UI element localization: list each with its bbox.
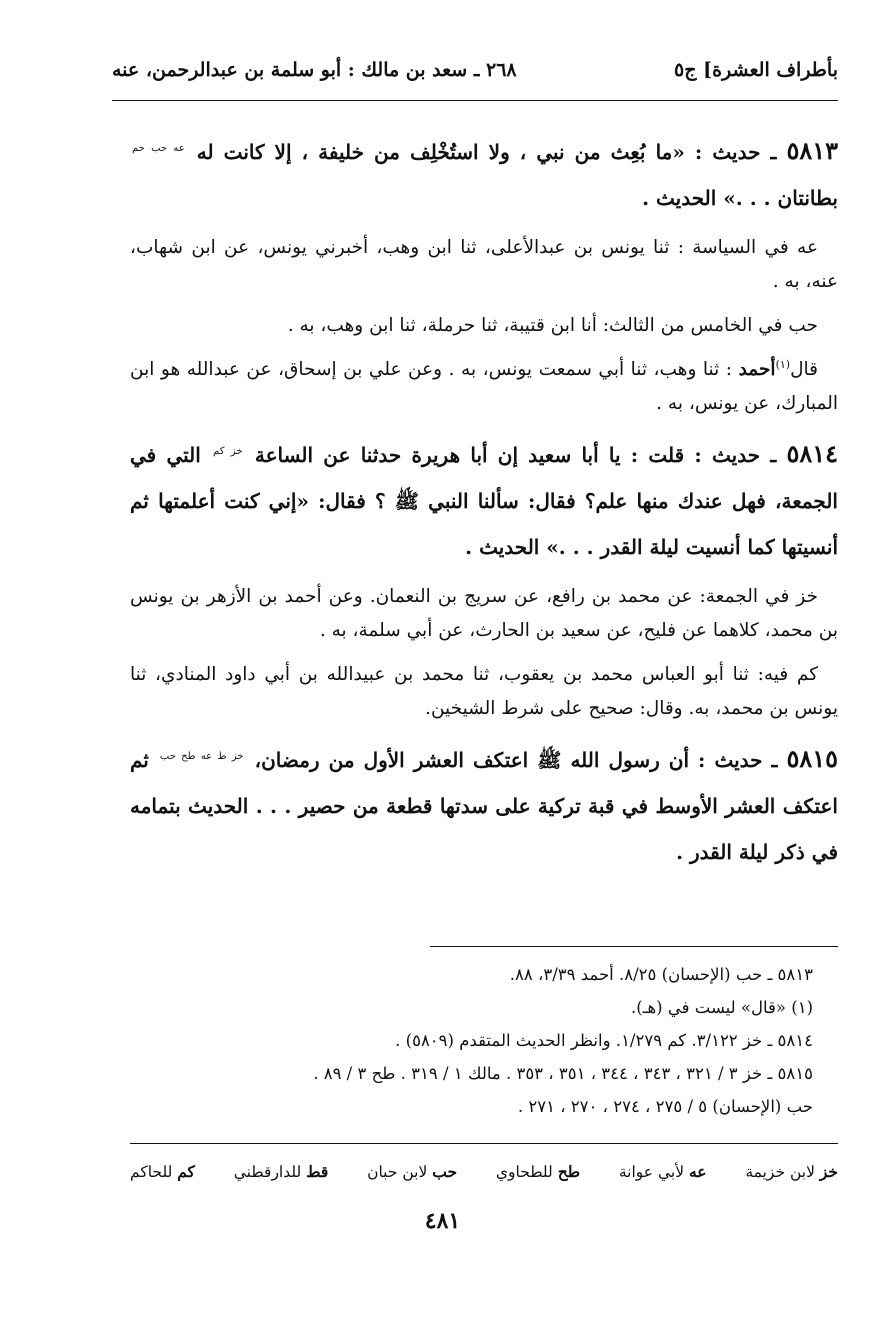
hadith-sigla: خز كم: [213, 446, 243, 458]
footnote-line: (١) «قال» ليست في (هـ).: [630, 998, 813, 1017]
hadith-number: ٥٨١٤: [786, 439, 838, 468]
hadith-text: ثم اعتكف العشر الأوسط في قبة تركية على سدتها قطعة من حصير . . . الحديث بتمامه في ذكر ليلة القدر .: [130, 748, 838, 864]
footnote-line: ٥٨١٤ ـ خز ٣/١٢٢. كم ١/٢٧٩. وانظر الحديث المتقدم (٥٨٠٩) .: [395, 1031, 813, 1050]
source-paragraph: عه في السياسة : ثنا يونس بن عبدالأعلى، ثنا ابن وهب، أخبرني يونس، عن ابن شهاب، عنه، به .: [130, 237, 838, 292]
header-rule: [112, 100, 838, 101]
source-paragraph: [130, 353, 838, 421]
hadith-lead: ـ حديث : أن رسول الله ﷺ اعتكف العشر الأول من رمضان،: [254, 748, 778, 772]
hadith-sigla: عه حب حم: [132, 143, 185, 155]
hadith-number: ٥٨١٥: [786, 744, 838, 773]
footnotes: [130, 958, 813, 1123]
sigla-key-item: حب لابن حبان: [367, 1161, 458, 1181]
footnote-mark: (١): [775, 357, 791, 371]
footnote-line: ٥٨١٥ ـ خز ٣ / ٣٢١ ، ٣٤٣ ، ٣٤٤ ، ٣٥١ ، ٣٥٣ . مالك ١ / ٣١٩ . طح ٣ / ٨٩ .: [313, 1064, 813, 1083]
hadith-entry: [130, 128, 838, 221]
sigla-key-item: طح للطحاوي: [495, 1161, 581, 1181]
sigla-key-item: كم للحاكم: [130, 1161, 195, 1181]
main-text: [130, 128, 838, 885]
header-book-title: بأطراف العشرة] ج٥: [674, 59, 838, 81]
hadith-sigla: خز ط عه طح حب: [159, 751, 244, 763]
footnote-rule: [430, 946, 838, 947]
sigla-key: [130, 1156, 838, 1186]
header-section-title: ٢٦٨ ـ سعد بن مالك : أبو سلمة بن عبدالرحمن، عنه: [112, 59, 517, 81]
source-paragraph: حب في الخامس من الثالث: أنا ابن قتيبة، ثنا حرملة، ثنا ابن وهب، به .: [287, 315, 818, 336]
hadith-lead: ـ حديث : «ما بُعِث من نبي ، ولا استُخْلِف من خليفة ، إلا كانت له: [196, 140, 777, 164]
hadith-entry: [130, 736, 838, 875]
sigla-key-rule: [130, 1143, 838, 1144]
sigla-key-item: خز لابن خزيمة: [745, 1161, 838, 1181]
hadith-entry: [130, 431, 838, 570]
hadith-number: ٥٨١٣: [786, 136, 838, 165]
source-author: أحمد: [738, 359, 776, 380]
hadith-text: التي في الجمعة، فهل عندك منها علم؟ فقال: سألنا النبي ﷺ ؟ فقال: «إني كنت أعلمتها ثم أنسيتها كما أنسيت ليلة القدر . . .» الحديث .: [130, 443, 838, 559]
source-paragraph: خز في الجمعة: عن محمد بن رافع، عن سريج بن النعمان. وعن أحمد بن الأزهر بن يونس بن محمد، كلاهما عن فليح، عن سعيد بن الحارث، عن أبي سلمة، به .: [130, 586, 838, 641]
page-number: ٤٨١: [424, 1208, 461, 1234]
hadith-lead: ـ حديث : قلت : يا أبا سعيد إن أبا هريرة حدثنا عن الساعة: [254, 443, 777, 467]
sigla-key-item: قط للدارقطني: [233, 1161, 329, 1181]
running-header: [112, 50, 838, 90]
source-paragraph: كم فيه: ثنا أبو العباس محمد بن يعقوب، ثنا محمد بن عبيدالله بن أبي داود المنادي، ثنا يونس بن محمد، به. وقال: صحيح على شرط الشيخين.: [130, 664, 838, 719]
source-text: : ثنا وهب، ثنا أبي سمعت يونس، به . وعن علي بن إسحاق، عن عبدالله هو ابن المبارك، عن يونس، به .: [130, 359, 838, 414]
hadith-text: بطانتان . . .» الحديث .: [642, 186, 838, 210]
footnote-line: حب (الإحسان) ٥ / ٢٧٥ ، ٢٧٤ ، ٢٧٠ ، ٢٧١ .: [517, 1097, 813, 1116]
sigla-key-item: عه لأبي عوانة: [618, 1161, 707, 1181]
footnote-line: ٥٨١٣ ـ حب (الإحسان) ٨/٢٥. أحمد ٣/٣٩، ٨٨.: [509, 965, 813, 984]
source-prefix: قال: [790, 359, 818, 380]
